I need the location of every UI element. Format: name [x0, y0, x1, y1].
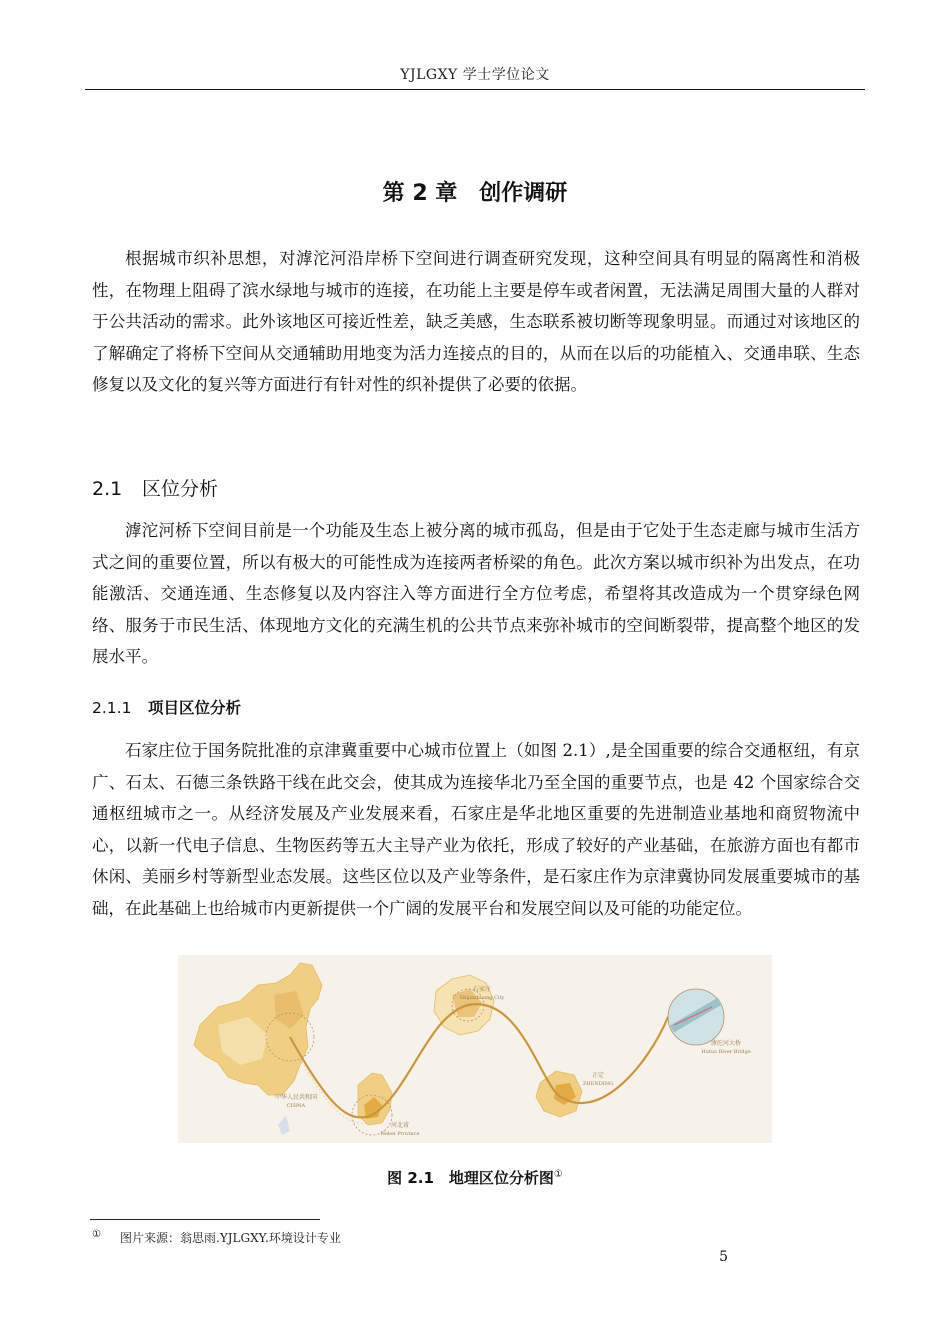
location-analysis-figure [178, 955, 772, 1143]
label-bridge-cn: 滹沱河大桥 [710, 1040, 742, 1047]
footnote-rule [90, 1219, 320, 1220]
header-rule [85, 89, 865, 90]
label-bridge-en: Hutuo River Bridge [701, 1049, 751, 1055]
chapter-title: 第 2 章 创作调研 [382, 181, 568, 206]
label-china-cn: 中华人民共和国 [274, 1094, 318, 1101]
subsection-number: 2.1.1 [92, 699, 132, 717]
figure-caption [0, 1167, 950, 1188]
label-hebei-cn: 河北省 [390, 1122, 410, 1129]
intro-paragraph: 根据城市织补思想，对滹沱河沿岸桥下空间进行调查研究发现，这种空间具有明显的隔离性和消极性，在物理上阻碍了滨水绿地与城市的连接，在功能上主要是停车或者闲置，无法满足周围大量的人群对于公共活动的需求。此外该地区可接近性差，缺乏美感，生态联系被切断等现象明显。而通过对该地区的了解确定了将桥下空间从交通辅助用地变为活力连接点的目的，从而在以后的功能植入、交通串联、生态修复以及文化的复兴等方面进行有针对性的织补提供了必要的依据。 [92, 249, 860, 394]
running-header: YJLGXY 学士学位论文 [400, 67, 550, 83]
label-sjz-en: Shijiazhuang City [459, 995, 505, 1001]
label-zd-cn: 正定 [591, 1072, 605, 1079]
section-2-1-paragraph: 滹沱河桥下空间目前是一个功能及生态上被分离的城市孤岛，但是由于它处于生态走廊与城市生活方式之间的重要位置，所以有极大的可能性成为连接两者桥梁的角色。此次方案以城市织补为出发点，在功能激活、交通连通、生态修复以及内容注入等方面进行全方位考虑，希望将其改造成为一个贯穿绿色网络、服务于市民生活、体现地方文化的充满生机的公共节点来弥补城市的空间断裂带，提高整个地区的发展水平。 [92, 521, 860, 666]
section-number: 2.1 [92, 478, 123, 500]
subsection-heading-2-1-1 [92, 696, 241, 718]
figure-caption-footnote-mark: ① [553, 1169, 563, 1180]
footnote-text: 图片来源：翁思雨.YJLGXY.环境设计专业 [120, 1231, 341, 1245]
page-number: 5 [719, 1249, 728, 1265]
section-2-1-1-paragraph: 石家庄位于国务院批准的京津冀重要中心城市位置上（如图 2.1）,是全国重要的综合交通枢纽，有京广、石太、石德三条铁路干线在此交会，使其成为连接华北乃至全国的重要节点，也是 42 个国家综合交通枢纽城市之一。从经济发展及产业发展来看，石家庄是华北地区重要的先进制造业基地和商贸物流中心，以新一代电子信息、生物医药等五大主导产业为依托，形成了较好的产业基础，在旅游方面也有都市休闲、美丽乡村等新型业态发展。这些区位以及产业等条件，是石家庄作为京津冀协同发展重要城市的基础，在此基础上也给城市内更新提供一个广阔的发展平台和发展空间以及可能的功能定位。 [92, 741, 860, 918]
subsection-title: 项目区位分析 [148, 699, 242, 717]
label-sjz-cn: 石家庄 [472, 986, 492, 993]
section-heading-2-1 [92, 474, 218, 501]
footnote-mark: ① [92, 1229, 101, 1240]
label-china-en: CHINA [286, 1103, 306, 1109]
section-title: 区位分析 [142, 478, 219, 500]
figure-caption-text: 图 2.1 地理区位分析图 [387, 1169, 554, 1187]
label-hebei-en: Hebei Province [380, 1131, 420, 1137]
label-zd-en: ZHENDING [582, 1081, 614, 1087]
footnote [92, 1229, 341, 1246]
